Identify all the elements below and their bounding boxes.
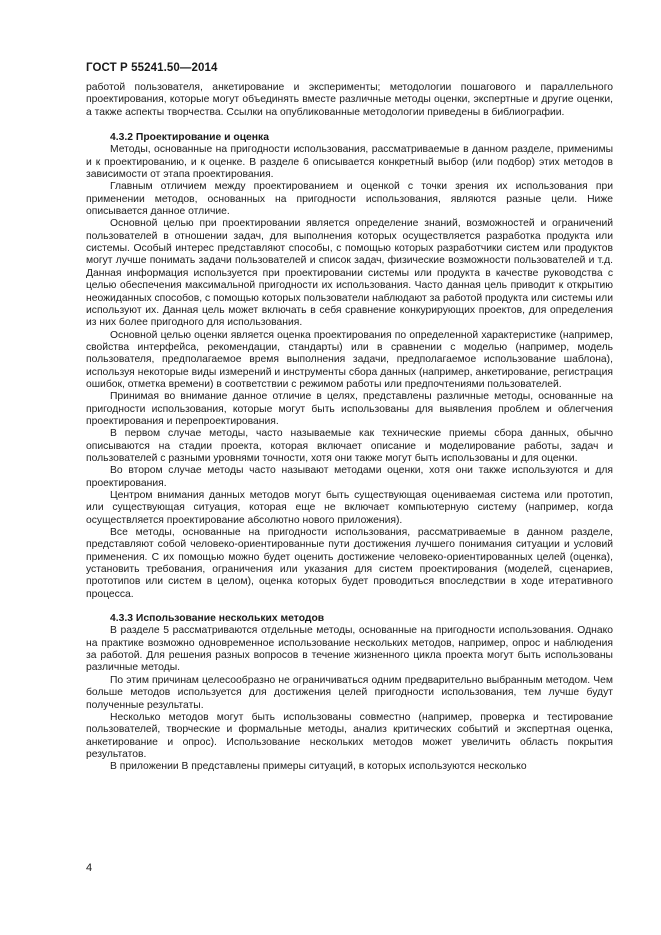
paragraph: Основной целью при проектировании является определение знаний, возможностей и ограничений пользователей в отношении задач, для выполнения которых осуществляется разработка продукта или системы. Особый интерес представляют способы, с помощью которых разработчики систем или продуктов могут лучше понимать задачи пользователей и список задач, физические возможности пользователей и т.д. Данная информация используется при проектировании системы или продукта в качестве руководства с целью обеспечения максимальной пригодности их использования. Часто данная цель приводит к открытию неожиданных способов, с помощью которых пользователи наблюдают за работой продукта или системы или используют их. Данная цель может включать в себя сравнение конкурирующих проектов, для определения из них более пригодного для использования. bbox=[86, 218, 613, 329]
paragraph: Во втором случае методы часто называют методами оценки, хотя они также используются и для проектирования. bbox=[86, 465, 613, 489]
page-number: 4 bbox=[86, 862, 93, 874]
intro-paragraph: работой пользователя, анкетирование и эксперименты; методологии пошагового и параллельного проектирования, которые могут объединять вместе различные методы оценки, экспертные и другие оценки, а также аспекты творчества. Ссылки на опубликованные методологии приведены в библиографии. bbox=[86, 82, 613, 118]
paragraph: Основной целью оценки является оценка проектирования по определенной характеристике (например, свойства интерфейса, рекомендации, стандарты) или в сравнении с моделью (например, модель пользователя, предполагаемое время выполнения задачи, предполагаемое использование шаблона), используя некоторые виды измерений и инструменты сбора данных (например, анкетирование, регистрация ошибок, отметка времени) в соответствии с режимом работы или предпочтениями пользователей. bbox=[86, 329, 613, 390]
section-heading-4-3-2: 4.3.2 Проектирование и оценка bbox=[110, 132, 269, 144]
paragraph: В разделе 5 рассматриваются отдельные методы, основанные на пригодности использования. Однако на практике возможно одновременное использование нескольких методов, например, опрос и наблюдения за работой. Для решения разных вопросов в течение жизненного цикла проекта могут быть использованы различные методы. bbox=[86, 625, 613, 674]
paragraph: Главным отличием между проектированием и оценкой с точки зрения их использования при применении методов, основанных на пригодности использования, являются разные цели. Ниже описывается данное отличие. bbox=[86, 181, 613, 218]
paragraph: Все методы, основанные на пригодности использования, рассматриваемые в данном разделе, представляют собой человеко-ориентированные пути достижения лучшего понимания ситуации и условий применения. С их помощью можно будет оценить достижение человеко-ориентированных целей (оценка), установить требования, ограничения или указания для систем проектирования (моделей, сценариев, прототипов или систем в целом), оценка которых будет проводиться впоследствии в ходе итеративного процесса. bbox=[86, 527, 613, 600]
section-heading-4-3-3: 4.3.3 Использование нескольких методов bbox=[110, 613, 325, 625]
document-body bbox=[86, 82, 613, 774]
paragraph: По этим причинам целесообразно не ограничиваться одним предварительно выбранным методом. Чем больше методов используется для достижения целей пригодности использования, тем лучше будут полученные результаты. bbox=[86, 674, 613, 711]
paragraph: Несколько методов могут быть использованы совместно (например, проверка и тестирование пользователей, творческие и формальные методы, анализ критических событий и экспертная оценка, анкетирование и опрос). Использование нескольких методов может увеличить область покрытия результатов. bbox=[86, 711, 613, 760]
paragraph: В первом случае методы, часто называемые как технические приемы сбора данных, обычно описываются на стадии проекта, которая включает описание и моделирование работы, задач и пользователей с разными уровнями точности, хотя они также могут быть использованы и для оценки. bbox=[86, 428, 613, 464]
paragraph: Принимая во внимание данное отличие в целях, представлены различные методы, основанные на пригодности использования, которые могут быть использованы для выявления проблем и облегчения проектирования и перепроектирования. bbox=[86, 391, 613, 427]
paragraph: Методы, основанные на пригодности использования, рассматриваемые в данном разделе, применимы и к проектированию, и к оценке. В разделе 6 описывается конкретный выбор (или подбор) этих методов в зависимости от этапа проектирования. bbox=[86, 144, 613, 181]
document-header: ГОСТ Р 55241.50—2014 bbox=[86, 62, 218, 74]
paragraph: В приложении В представлены примеры ситуаций, в которых используются несколько bbox=[110, 761, 527, 773]
paragraph: Центром внимания данных методов могут быть существующая оцениваемая система или прототип, или существующая ситуация, которая еще не включает компьютерную систему (например, когда осуществляется проектирование абсолютно нового приложения). bbox=[86, 490, 613, 526]
